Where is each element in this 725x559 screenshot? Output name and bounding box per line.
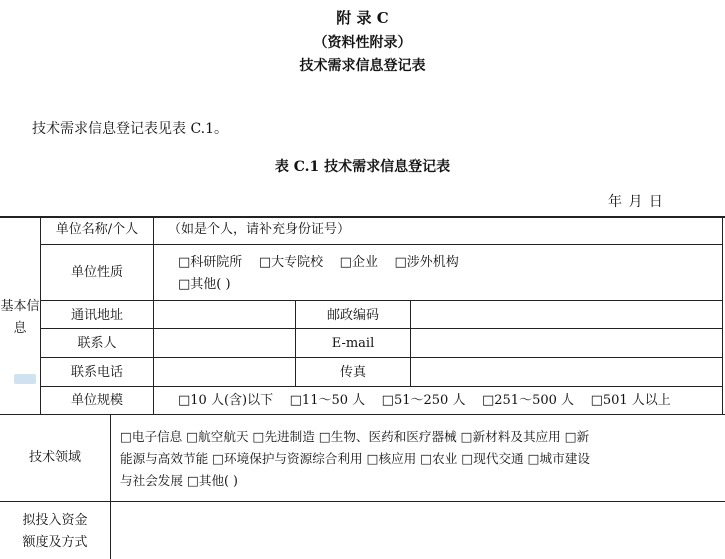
tech-field-line[interactable]: 能源与高效节能 □环境保护与资源综合利用 □核应用 □农业 □现代交通 □城市建设	[120, 451, 590, 466]
scale-option[interactable]: □251～500 人	[481, 393, 575, 408]
scale-label: 单位规模	[70, 393, 123, 408]
contact-field[interactable]	[155, 330, 294, 354]
option-university[interactable]: □大专院校	[258, 255, 324, 270]
contact-label: 联系人	[77, 336, 117, 351]
scale-option[interactable]: □11～50 人	[289, 393, 366, 408]
option-enterprise[interactable]: □企业	[339, 255, 378, 270]
rule	[722, 216, 723, 414]
option-foreign-org[interactable]: □涉外机构	[394, 255, 459, 270]
appendix-heading: 附 录 C	[336, 9, 389, 27]
rule	[40, 300, 723, 301]
appendix-type: （资料性附录）	[313, 35, 412, 51]
address-label: 通讯地址	[70, 308, 123, 323]
rule	[40, 357, 723, 358]
phone-field[interactable]	[155, 359, 294, 383]
date-label: 年 月 日	[608, 194, 664, 210]
rule	[110, 414, 111, 559]
fax-label: 传真	[339, 365, 366, 380]
email-label: E-mail	[331, 336, 375, 351]
rule	[40, 386, 723, 387]
unit-nature-options	[178, 254, 459, 272]
investment-field[interactable]	[112, 504, 720, 556]
rule	[153, 216, 154, 414]
appendix-title: 技术需求信息登记表	[299, 58, 426, 74]
unit-name-hint: （如是个人，请补充身份证号）	[168, 222, 351, 237]
watermark-logo	[14, 374, 36, 384]
rule	[40, 244, 723, 245]
postcode-field[interactable]	[412, 302, 720, 326]
rule	[410, 300, 411, 386]
investment-label	[0, 510, 110, 554]
scale-option[interactable]: □51～250 人	[381, 393, 466, 408]
investment-label-line: 拟投入资金	[22, 513, 88, 528]
address-field[interactable]	[155, 302, 294, 326]
unit-nature-label: 单位性质	[70, 265, 123, 280]
option-other[interactable]: □其他( )	[178, 277, 231, 292]
rule	[40, 328, 723, 329]
registration-form	[0, 216, 725, 559]
investment-label-line: 额度及方式	[22, 535, 88, 550]
scale-option[interactable]: □501 人以上	[590, 393, 671, 408]
scale-options	[178, 392, 671, 410]
tech-field-options	[120, 426, 590, 492]
fax-field[interactable]	[412, 359, 720, 383]
basic-info-label: 基本信息	[0, 299, 40, 336]
rule	[0, 501, 725, 502]
tech-field-label: 技术领域	[28, 450, 81, 465]
tech-field-line[interactable]: 与社会发展 □其他( )	[120, 473, 238, 488]
scale-option[interactable]: □10 人(含)以下	[178, 393, 274, 408]
postcode-label: 邮政编码	[326, 308, 379, 323]
tech-field-line[interactable]: □电子信息 □航空航天 □先进制造 □生物、医药和医疗器械 □新材料及其应用 □新	[120, 429, 590, 444]
phone-label: 联系电话	[70, 365, 123, 380]
intro-text: 技术需求信息登记表见表 C.1。	[32, 121, 229, 137]
table-caption: 表 C.1 技术需求信息登记表	[274, 159, 451, 175]
email-field[interactable]	[412, 330, 720, 354]
option-research-institute[interactable]: □科研院所	[178, 255, 243, 270]
rule	[0, 414, 725, 415]
rule	[0, 216, 725, 218]
unit-name-label: 单位名称/个人	[55, 222, 139, 237]
